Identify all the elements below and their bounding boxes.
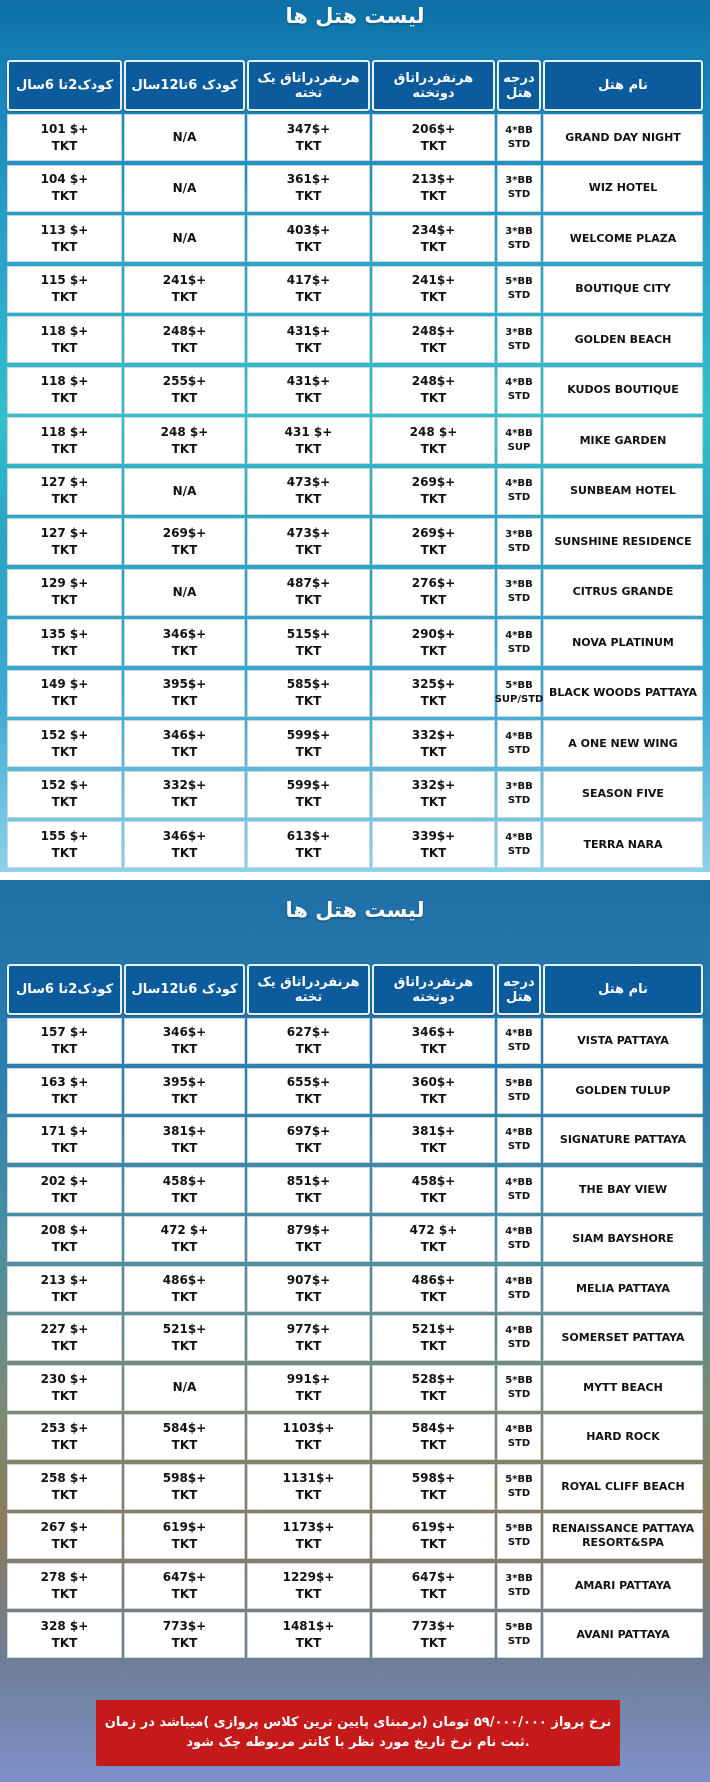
hotel-name-cell: SEASON FIVE	[543, 771, 703, 818]
hotel-grade-cell: 4*BB STD	[497, 114, 541, 161]
hotel-name-cell: NOVA PLATINUM	[543, 619, 703, 666]
hotel-grade-cell: 3*BB STD	[497, 1563, 541, 1609]
header-hotel-grade: درجه هتل	[497, 60, 541, 111]
child-2-6-price-cell: 113 $+ TKT	[7, 215, 122, 262]
child-2-6-price-cell: 101 $+ TKT	[7, 114, 122, 161]
child-2-6-price-cell: 202 $+ TKT	[7, 1167, 122, 1213]
child-6-12-price-cell: 458$+ TKT	[124, 1167, 245, 1213]
double-room-price-cell: 381$+ TKT	[372, 1117, 495, 1163]
child-6-12-price-cell: N/A	[124, 569, 245, 616]
double-room-price-cell: 332$+ TKT	[372, 720, 495, 767]
hotel-name-cell: VISTA PATTAYA	[543, 1018, 703, 1064]
hotel-grade-cell: 4*BB STD	[497, 821, 541, 868]
child-6-12-price-cell: N/A	[124, 165, 245, 212]
child-2-6-price-cell: 171 $+ TKT	[7, 1117, 122, 1163]
single-room-price-cell: 515$+ TKT	[247, 619, 370, 666]
child-2-6-price-cell: 157 $+ TKT	[7, 1018, 122, 1064]
single-room-price-cell: 879$+ TKT	[247, 1216, 370, 1262]
header-child-2-6: کودک2تا 6سال	[7, 964, 122, 1015]
hotel-grade-cell: 4*BB STD	[497, 1216, 541, 1262]
child-6-12-price-cell: 584$+ TKT	[124, 1414, 245, 1460]
single-room-price-cell: 599$+ TKT	[247, 771, 370, 818]
double-room-price-cell: 241$+ TKT	[372, 266, 495, 313]
child-6-12-price-cell: 248 $+ TKT	[124, 417, 245, 464]
child-2-6-price-cell: 258 $+ TKT	[7, 1464, 122, 1510]
single-room-price-cell: 431$+ TKT	[247, 367, 370, 414]
hotel-grade-cell: 5*BB STD	[497, 1513, 541, 1559]
hotel-grade-cell: 4*BB STD	[497, 1266, 541, 1312]
hotel-name-cell: RENAISSANCE PATTAYA RESORT&SPA	[543, 1513, 703, 1559]
single-room-price-cell: 613$+ TKT	[247, 821, 370, 868]
double-room-price-cell: 290$+ TKT	[372, 619, 495, 666]
single-room-price-cell: 851$+ TKT	[247, 1167, 370, 1213]
hotel-list-panel-2	[0, 880, 710, 1782]
header-child-6-12: کودک 6تا12سال	[124, 964, 245, 1015]
child-6-12-price-cell: 395$+ TKT	[124, 670, 245, 717]
hotel-name-cell: MIKE GARDEN	[543, 417, 703, 464]
hotel-name-cell: KUDOS BOUTIQUE	[543, 367, 703, 414]
double-room-price-cell: 269$+ TKT	[372, 468, 495, 515]
single-room-price-cell: 417$+ TKT	[247, 266, 370, 313]
hotel-name-cell: SUNBEAM HOTEL	[543, 468, 703, 515]
double-room-price-cell: 619$+ TKT	[372, 1513, 495, 1559]
single-room-price-cell: 1131$+ TKT	[247, 1464, 370, 1510]
child-6-12-price-cell: 255$+ TKT	[124, 367, 245, 414]
single-room-price-cell: 361$+ TKT	[247, 165, 370, 212]
panel-title: لیست هتل ها	[285, 4, 425, 28]
single-room-price-cell: 1229$+ TKT	[247, 1563, 370, 1609]
hotel-name-cell: WELCOME PLAZA	[543, 215, 703, 262]
child-2-6-price-cell: 208 $+ TKT	[7, 1216, 122, 1262]
child-6-12-price-cell: 346$+ TKT	[124, 720, 245, 767]
double-room-price-cell: 647$+ TKT	[372, 1563, 495, 1609]
hotel-name-cell: HARD ROCK	[543, 1414, 703, 1460]
hotel-name-cell: CITRUS GRANDE	[543, 569, 703, 616]
hotel-grade-cell: 5*BB STD	[497, 266, 541, 313]
child-2-6-price-cell: 213 $+ TKT	[7, 1266, 122, 1312]
double-room-price-cell: 472 $+ TKT	[372, 1216, 495, 1262]
single-room-price-cell: 627$+ TKT	[247, 1018, 370, 1064]
single-room-price-cell: 431$+ TKT	[247, 316, 370, 363]
child-2-6-price-cell: 149 $+ TKT	[7, 670, 122, 717]
hotel-name-cell: A ONE NEW WING	[543, 720, 703, 767]
child-2-6-price-cell: 230 $+ TKT	[7, 1365, 122, 1411]
hotel-grade-cell: 4*BB STD	[497, 1414, 541, 1460]
hotel-name-cell: SUNSHINE RESIDENCE	[543, 518, 703, 565]
header-hotel-name: نام هتل	[543, 60, 703, 111]
single-room-price-cell: 1173$+ TKT	[247, 1513, 370, 1559]
child-6-12-price-cell: 619$+ TKT	[124, 1513, 245, 1559]
double-room-price-cell: 206$+ TKT	[372, 114, 495, 161]
single-room-price-cell: 907$+ TKT	[247, 1266, 370, 1312]
hotel-grade-cell: 4*BB SUP	[497, 417, 541, 464]
single-room-price-cell: 977$+ TKT	[247, 1315, 370, 1361]
child-6-12-price-cell: 472 $+ TKT	[124, 1216, 245, 1262]
hotel-grade-cell: 5*BB STD	[497, 1464, 541, 1510]
child-2-6-price-cell: 278 $+ TKT	[7, 1563, 122, 1609]
child-2-6-price-cell: 129 $+ TKT	[7, 569, 122, 616]
hotel-grade-cell: 4*BB STD	[497, 367, 541, 414]
header-single-room: هرنفردراتاق یک تخته	[247, 60, 370, 111]
hotel-grade-cell: 4*BB STD	[497, 1018, 541, 1064]
child-6-12-price-cell: 346$+ TKT	[124, 821, 245, 868]
double-room-price-cell: 584$+ TKT	[372, 1414, 495, 1460]
double-room-price-cell: 276$+ TKT	[372, 569, 495, 616]
hotel-grade-cell: 3*BB STD	[497, 316, 541, 363]
child-6-12-price-cell: N/A	[124, 468, 245, 515]
child-2-6-price-cell: 104 $+ TKT	[7, 165, 122, 212]
double-room-price-cell: 521$+ TKT	[372, 1315, 495, 1361]
child-6-12-price-cell: 241$+ TKT	[124, 266, 245, 313]
hotel-name-cell: MELIA PATTAYA	[543, 1266, 703, 1312]
single-room-price-cell: 487$+ TKT	[247, 569, 370, 616]
header-child-2-6: کودک2تا 6سال	[7, 60, 122, 111]
child-6-12-price-cell: N/A	[124, 1365, 245, 1411]
hotel-grade-cell: 5*BB SUP/STD	[497, 670, 541, 717]
child-2-6-price-cell: 152 $+ TKT	[7, 771, 122, 818]
child-2-6-price-cell: 163 $+ TKT	[7, 1068, 122, 1114]
hotel-grade-cell: 4*BB STD	[497, 619, 541, 666]
child-6-12-price-cell: 346$+ TKT	[124, 1018, 245, 1064]
hotel-name-cell: AVANI PATTAYA	[543, 1612, 703, 1658]
panel-title: لیست هتل ها	[285, 898, 425, 922]
single-room-price-cell: 1103$+ TKT	[247, 1414, 370, 1460]
child-6-12-price-cell: N/A	[124, 114, 245, 161]
single-room-price-cell: 697$+ TKT	[247, 1117, 370, 1163]
hotel-grade-cell: 4*BB STD	[497, 720, 541, 767]
double-room-price-cell: 773$+ TKT	[372, 1612, 495, 1658]
header-double-room: هرنفردراتاق دوتخته	[372, 964, 495, 1015]
single-room-price-cell: 473$+ TKT	[247, 468, 370, 515]
child-6-12-price-cell: 647$+ TKT	[124, 1563, 245, 1609]
double-room-price-cell: 248$+ TKT	[372, 367, 495, 414]
child-6-12-price-cell: 521$+ TKT	[124, 1315, 245, 1361]
single-room-price-cell: 431 $+ TKT	[247, 417, 370, 464]
hotel-name-cell: MYTT BEACH	[543, 1365, 703, 1411]
hotel-grade-cell: 5*BB STD	[497, 1365, 541, 1411]
double-room-price-cell: 248 $+ TKT	[372, 417, 495, 464]
header-hotel-grade: درجه هتل	[497, 964, 541, 1015]
hotel-name-cell: SIGNATURE PATTAYA	[543, 1117, 703, 1163]
child-2-6-price-cell: 155 $+ TKT	[7, 821, 122, 868]
child-2-6-price-cell: 127 $+ TKT	[7, 468, 122, 515]
child-2-6-price-cell: 135 $+ TKT	[7, 619, 122, 666]
child-6-12-price-cell: 395$+ TKT	[124, 1068, 245, 1114]
hotel-grade-cell: 3*BB STD	[497, 215, 541, 262]
double-room-price-cell: 234$+ TKT	[372, 215, 495, 262]
double-room-price-cell: 360$+ TKT	[372, 1068, 495, 1114]
flight-price-note-text: نرخ پرواز ۵۹/۰۰۰/۰۰۰ تومان (برمبنای پایین ترین کلاس پروازی )میباشد در زمان ثبت نام نرخ تاریخ مورد نظر با کانتر مربوطه چک شود.	[104, 1715, 612, 1750]
child-6-12-price-cell: 248$+ TKT	[124, 316, 245, 363]
child-2-6-price-cell: 118 $+ TKT	[7, 367, 122, 414]
hotel-grade-cell: 4*BB STD	[497, 1315, 541, 1361]
child-6-12-price-cell: 598$+ TKT	[124, 1464, 245, 1510]
hotel-name-cell: GOLDEN TULUP	[543, 1068, 703, 1114]
double-room-price-cell: 339$+ TKT	[372, 821, 495, 868]
single-room-price-cell: 473$+ TKT	[247, 518, 370, 565]
double-room-price-cell: 528$+ TKT	[372, 1365, 495, 1411]
child-6-12-price-cell: N/A	[124, 215, 245, 262]
single-room-price-cell: 599$+ TKT	[247, 720, 370, 767]
hotel-name-cell: ROYAL CLIFF BEACH	[543, 1464, 703, 1510]
hotel-grade-cell: 4*BB STD	[497, 1167, 541, 1213]
child-2-6-price-cell: 227 $+ TKT	[7, 1315, 122, 1361]
hotel-name-cell: TERRA NARA	[543, 821, 703, 868]
double-room-price-cell: 458$+ TKT	[372, 1167, 495, 1213]
panel-divider	[0, 872, 710, 880]
single-room-price-cell: 655$+ TKT	[247, 1068, 370, 1114]
hotel-name-cell: BOUTIQUE CITY	[543, 266, 703, 313]
child-2-6-price-cell: 328 $+ TKT	[7, 1612, 122, 1658]
hotel-grade-cell: 3*BB STD	[497, 165, 541, 212]
hotel-grade-cell: 4*BB STD	[497, 468, 541, 515]
single-room-price-cell: 403$+ TKT	[247, 215, 370, 262]
child-6-12-price-cell: 381$+ TKT	[124, 1117, 245, 1163]
child-6-12-price-cell: 332$+ TKT	[124, 771, 245, 818]
hotel-name-cell: SIAM BAYSHORE	[543, 1216, 703, 1262]
child-2-6-price-cell: 115 $+ TKT	[7, 266, 122, 313]
hotel-name-cell: AMARI PATTAYA	[543, 1563, 703, 1609]
hotel-grade-cell: 3*BB STD	[497, 569, 541, 616]
single-room-price-cell: 347$+ TKT	[247, 114, 370, 161]
double-room-price-cell: 325$+ TKT	[372, 670, 495, 717]
hotel-grade-cell: 4*BB STD	[497, 1117, 541, 1163]
hotel-grade-cell: 5*BB STD	[497, 1068, 541, 1114]
child-2-6-price-cell: 118 $+ TKT	[7, 316, 122, 363]
child-2-6-price-cell: 152 $+ TKT	[7, 720, 122, 767]
hotel-grade-cell: 5*BB STD	[497, 1612, 541, 1658]
hotel-name-cell: GOLDEN BEACH	[543, 316, 703, 363]
double-room-price-cell: 248$+ TKT	[372, 316, 495, 363]
header-double-room: هرنفردراتاق دوتخته	[372, 60, 495, 111]
hotel-name-cell: WIZ HOTEL	[543, 165, 703, 212]
double-room-price-cell: 213$+ TKT	[372, 165, 495, 212]
header-child-6-12: کودک 6تا12سال	[124, 60, 245, 111]
child-6-12-price-cell: 346$+ TKT	[124, 619, 245, 666]
child-6-12-price-cell: 486$+ TKT	[124, 1266, 245, 1312]
hotel-list-panel-1	[0, 0, 710, 872]
child-6-12-price-cell: 269$+ TKT	[124, 518, 245, 565]
hotel-name-cell: GRAND DAY NIGHT	[543, 114, 703, 161]
child-2-6-price-cell: 267 $+ TKT	[7, 1513, 122, 1559]
single-room-price-cell: 991$+ TKT	[247, 1365, 370, 1411]
double-room-price-cell: 598$+ TKT	[372, 1464, 495, 1510]
child-2-6-price-cell: 127 $+ TKT	[7, 518, 122, 565]
hotel-name-cell: THE BAY VIEW	[543, 1167, 703, 1213]
single-room-price-cell: 1481$+ TKT	[247, 1612, 370, 1658]
child-6-12-price-cell: 773$+ TKT	[124, 1612, 245, 1658]
hotel-name-cell: BLACK WOODS PATTAYA	[543, 670, 703, 717]
child-2-6-price-cell: 253 $+ TKT	[7, 1414, 122, 1460]
hotel-grade-cell: 3*BB STD	[497, 771, 541, 818]
single-room-price-cell: 585$+ TKT	[247, 670, 370, 717]
hotel-grade-cell: 3*BB STD	[497, 518, 541, 565]
child-2-6-price-cell: 118 $+ TKT	[7, 417, 122, 464]
double-room-price-cell: 269$+ TKT	[372, 518, 495, 565]
hotel-name-cell: SOMERSET PATTAYA	[543, 1315, 703, 1361]
double-room-price-cell: 332$+ TKT	[372, 771, 495, 818]
header-hotel-name: نام هتل	[543, 964, 703, 1015]
double-room-price-cell: 486$+ TKT	[372, 1266, 495, 1312]
flight-price-note	[96, 1700, 620, 1766]
header-single-room: هرنفردراتاق یک تخته	[247, 964, 370, 1015]
double-room-price-cell: 346$+ TKT	[372, 1018, 495, 1064]
